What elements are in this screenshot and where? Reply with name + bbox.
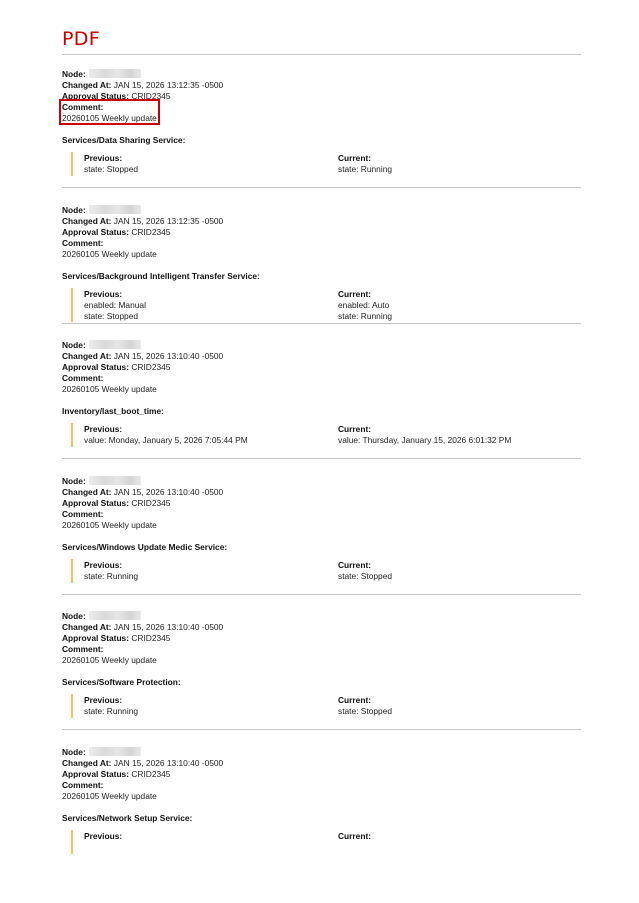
current-label: Current: [338, 288, 372, 299]
record-divider [62, 458, 581, 459]
comment-value: 20260105 Weekly update [62, 384, 157, 394]
node-label: Node: [62, 340, 86, 350]
changed-at-line [62, 622, 223, 633]
current-column [338, 424, 511, 446]
approval-status-label: Approval Status: [62, 768, 130, 779]
node-label: Node: [62, 69, 86, 79]
page-header [62, 28, 581, 55]
previous-column [84, 289, 146, 322]
comment-label-line [62, 780, 223, 791]
changed-at-label: Changed At: [62, 215, 112, 226]
redacted-node-name [89, 476, 141, 485]
change-block [71, 152, 583, 176]
changed-at-value: JAN 15, 2026 13:10:40 -0500 [113, 622, 224, 632]
approval-status-value: CRID2345 [131, 91, 171, 101]
approval-status-value: CRID2345 [131, 362, 171, 372]
previous-value: state: Stopped [84, 164, 139, 174]
current-column [338, 153, 392, 175]
change-record [62, 476, 581, 612]
previous-column [84, 695, 138, 717]
previous-value: state: Running [84, 570, 139, 581]
changed-at-line [62, 351, 223, 362]
change-path: Services/Network Setup Service: [62, 812, 193, 823]
comment-value: 20260105 Weekly update [62, 655, 157, 665]
approval-status-value: CRID2345 [131, 633, 171, 643]
node-line [62, 69, 223, 80]
change-block [71, 423, 583, 447]
comment-label: Comment: [62, 102, 104, 112]
current-value: enabled: Auto [338, 299, 390, 310]
node-line [62, 476, 223, 487]
record-meta [62, 205, 223, 260]
approval-status-label: Approval Status: [62, 633, 130, 643]
changed-at-line [62, 80, 223, 91]
approval-status-line [62, 769, 223, 780]
changed-at-value: JAN 15, 2026 13:12:35 -0500 [113, 80, 224, 90]
changed-at-label: Changed At: [62, 80, 112, 90]
current-value: value: Thursday, January 15, 2026 6:01:32 PM [338, 435, 512, 445]
current-value: state: Running [338, 310, 393, 321]
comment-value: 20260105 Weekly update [62, 113, 157, 123]
changed-at-value: JAN 15, 2026 13:10:40 -0500 [113, 486, 224, 497]
redacted-node-name [89, 205, 141, 214]
comment-label: Comment: [62, 644, 104, 654]
approval-status-value: CRID2345 [131, 497, 171, 508]
comment-label-line [62, 373, 223, 384]
approval-status-line [62, 362, 223, 373]
node-label: Node: [62, 746, 86, 757]
previous-column [84, 831, 122, 842]
approval-status-label: Approval Status: [62, 226, 130, 237]
changed-at-line [62, 216, 223, 227]
record-divider [62, 729, 581, 730]
current-column [338, 560, 392, 582]
record-meta [62, 747, 223, 802]
change-record-list [62, 69, 581, 882]
current-label: Current: [338, 830, 372, 841]
change-record [62, 747, 581, 883]
comment-value: 20260105 Weekly update [62, 790, 157, 801]
change-path: Inventory/last_boot_time: [62, 406, 164, 416]
change-block [71, 830, 583, 854]
change-block [71, 559, 583, 583]
current-label: Current: [338, 695, 372, 705]
record-meta [62, 476, 223, 531]
comment-label: Comment: [62, 779, 104, 790]
current-value: state: Running [338, 164, 393, 174]
current-column [338, 289, 392, 322]
previous-value: state: Stopped [84, 310, 139, 321]
current-label: Current: [338, 424, 372, 434]
redacted-node-name [89, 611, 141, 620]
node-label: Node: [62, 475, 86, 486]
record-divider [62, 323, 581, 324]
changed-at-label: Changed At: [62, 622, 112, 632]
approval-status-value: CRID2345 [131, 768, 171, 779]
previous-value: enabled: Manual [84, 299, 146, 310]
change-path: Services/Background Intelligent Transfer Service: [62, 270, 260, 281]
previous-column [84, 560, 138, 582]
previous-label: Previous: [84, 288, 123, 299]
changed-at-value: JAN 15, 2026 13:10:40 -0500 [113, 757, 224, 768]
current-label: Current: [338, 559, 372, 570]
previous-value: state: Running [84, 706, 139, 716]
current-value: state: Stopped [338, 570, 393, 581]
record-divider [62, 187, 581, 188]
node-line [62, 611, 223, 622]
changed-at-value: JAN 15, 2026 13:10:40 -0500 [113, 351, 224, 361]
current-value: state: Stopped [338, 706, 393, 716]
header-divider [62, 54, 581, 55]
comment-label-line [62, 238, 223, 249]
comment-label: Comment: [62, 508, 104, 519]
current-column [338, 695, 392, 717]
comment-label: Comment: [62, 237, 104, 248]
comment-highlight-box [59, 99, 160, 125]
node-label: Node: [62, 204, 86, 215]
change-path: Services/Windows Update Medic Service: [62, 541, 228, 552]
change-block [71, 288, 583, 322]
changed-at-label: Changed At: [62, 486, 112, 497]
change-record [62, 611, 581, 747]
change-path: Services/Software Protection: [62, 677, 181, 687]
approval-status-value: CRID2345 [131, 226, 171, 237]
change-record [62, 69, 581, 205]
node-line [62, 340, 223, 351]
record-divider [62, 594, 581, 595]
comment-label-line [62, 509, 223, 520]
previous-label: Previous: [84, 830, 123, 841]
current-label: Current: [338, 153, 372, 163]
redacted-node-name [89, 747, 141, 756]
approval-status-line [62, 227, 223, 238]
previous-label: Previous: [84, 153, 123, 163]
record-meta [62, 340, 223, 395]
previous-column [84, 153, 138, 175]
node-line [62, 205, 223, 216]
approval-status-line [62, 498, 223, 509]
approval-status-label: Approval Status: [62, 91, 130, 101]
comment-value: 20260105 Weekly update [62, 248, 157, 259]
previous-value: value: Monday, January 5, 2026 7:05:44 PM [84, 435, 248, 445]
changed-at-value: JAN 15, 2026 13:12:35 -0500 [113, 215, 224, 226]
node-label: Node: [62, 611, 86, 621]
previous-label: Previous: [84, 695, 123, 705]
comment-value: 20260105 Weekly update [62, 519, 157, 530]
record-meta [62, 611, 223, 666]
previous-label: Previous: [84, 424, 123, 434]
node-line [62, 747, 223, 758]
approval-status-label: Approval Status: [62, 362, 130, 372]
changed-at-label: Changed At: [62, 351, 112, 361]
previous-column [84, 424, 248, 446]
change-record [62, 205, 581, 341]
change-path: Services/Data Sharing Service: [62, 135, 186, 145]
changed-at-label: Changed At: [62, 757, 112, 768]
comment-label: Comment: [62, 373, 104, 383]
redacted-node-name [89, 340, 141, 349]
page-title: PDF [62, 28, 100, 50]
approval-status-label: Approval Status: [62, 497, 130, 508]
changed-at-line [62, 487, 223, 498]
approval-status-line [62, 633, 223, 644]
current-column [338, 831, 371, 842]
changed-at-line [62, 758, 223, 769]
change-block [71, 694, 583, 718]
comment-label-line [62, 644, 223, 655]
previous-label: Previous: [84, 559, 123, 570]
redacted-node-name [89, 69, 141, 78]
change-record [62, 340, 581, 476]
